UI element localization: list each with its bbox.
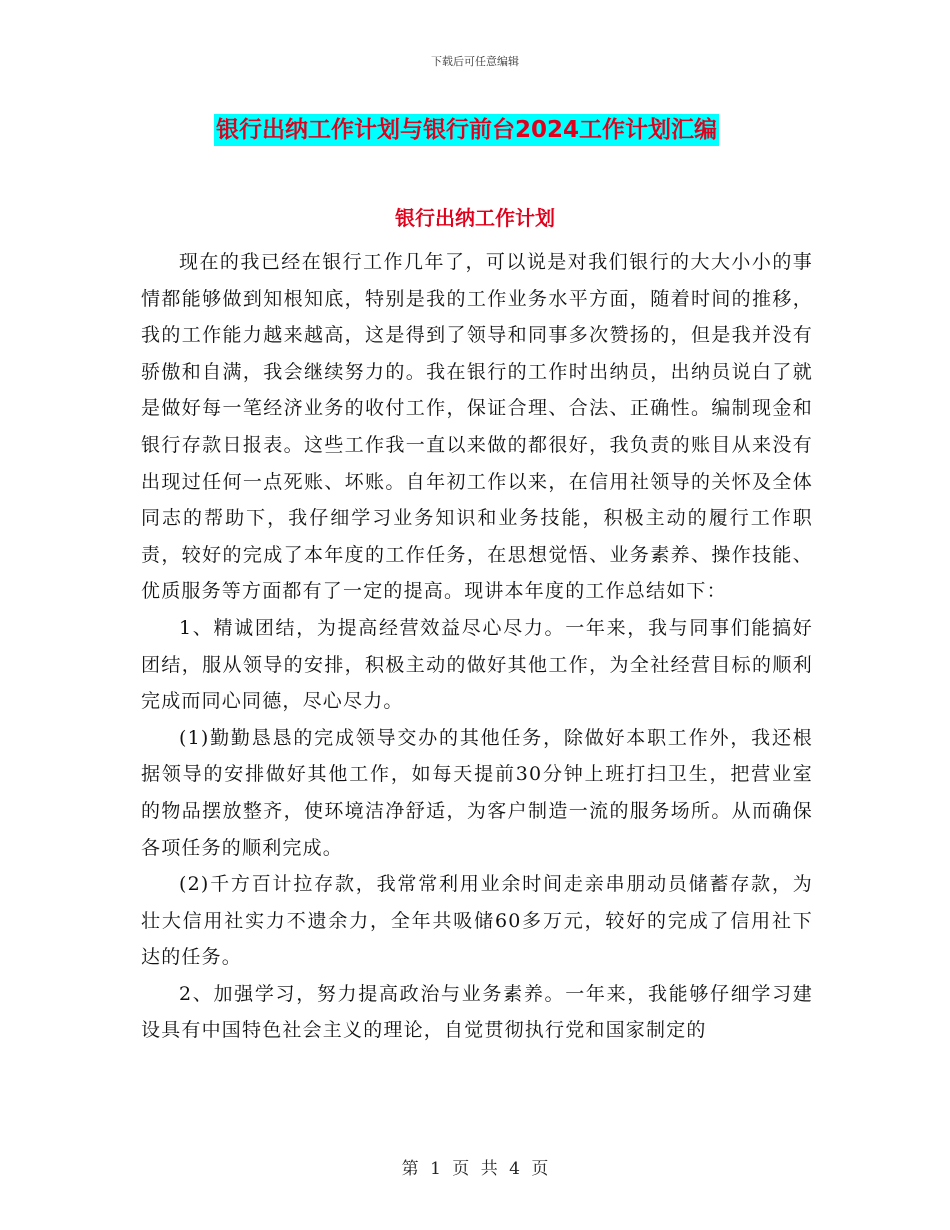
paragraph-point-1: 1、精诚团结，为提高经营效益尽心尽力。一年来，我与同事们能搞好团结，服从领导的安排，积极主动的做好其他工作，为全社经营目标的顺利完成而同心同德，尽心尽力。 [141,616,813,713]
page-number: 第 1 页 共 4 页 [401,1159,549,1179]
paragraph-intro: 现在的我已经在银行工作几年了，可以说是对我们银行的大大小小的事情都能够做到知根知底，特别是我的工作业务水平方面，随着时间的推移，我的工作能力越来越高，这是得到了领导和同事多次赞扬的，但是我并没有骄傲和自满，我会继续努力的。我在银行的工作时出纳员，出纳员说白了就是做好每一笔经济业务的收付工作，保证合理、合法、正确性。编制现金和银行存款日报表。这些工作我一直以来做的都很好，我负责的账目从来没有出现过任何一点死账、坏账。自年初工作以来，在信用社领导的关怀及全体同志的帮助下，我仔细学习业务知识和业务技能，积极主动的履行工作职责，较好的完成了本年度的工作任务，在思想觉悟、业务素养、操作技能、优质服务等方面都有了一定的提高。现讲本年度的工作总结如下： [141,251,813,603]
paragraph-point-2: 2、加强学习，努力提高政治与业务素养。一年来，我能够仔细学习建设具有中国特色社会主义的理论，自觉贯彻执行党和国家制定的 [141,982,813,1042]
paragraph-subpoint-1: (1)勤勤恳恳的完成领导交办的其他任务，除做好本职工作外，我还根据领导的安排做好其他工作，如每天提前30分钟上班打扫卫生，把营业室的物品摆放整齐，使环境洁净舒适，为客户制造一流的服务场所。从而确保各项任务的顺利完成。 [141,726,813,859]
section-title: 银行出纳工作计划 [395,206,555,230]
header-note: 下载后可任意编辑 [431,55,519,68]
document-body [141,244,813,1049]
paragraph-subpoint-2: (2)千方百计拉存款，我常常利用业余时间走亲串朋动员储蓄存款，为壮大信用社实力不遗余力，全年共吸储60多万元，较好的完成了信用社下达的任务。 [141,873,813,969]
document-title: 银行出纳工作计划与银行前台2024工作计划汇编 [214,114,719,146]
